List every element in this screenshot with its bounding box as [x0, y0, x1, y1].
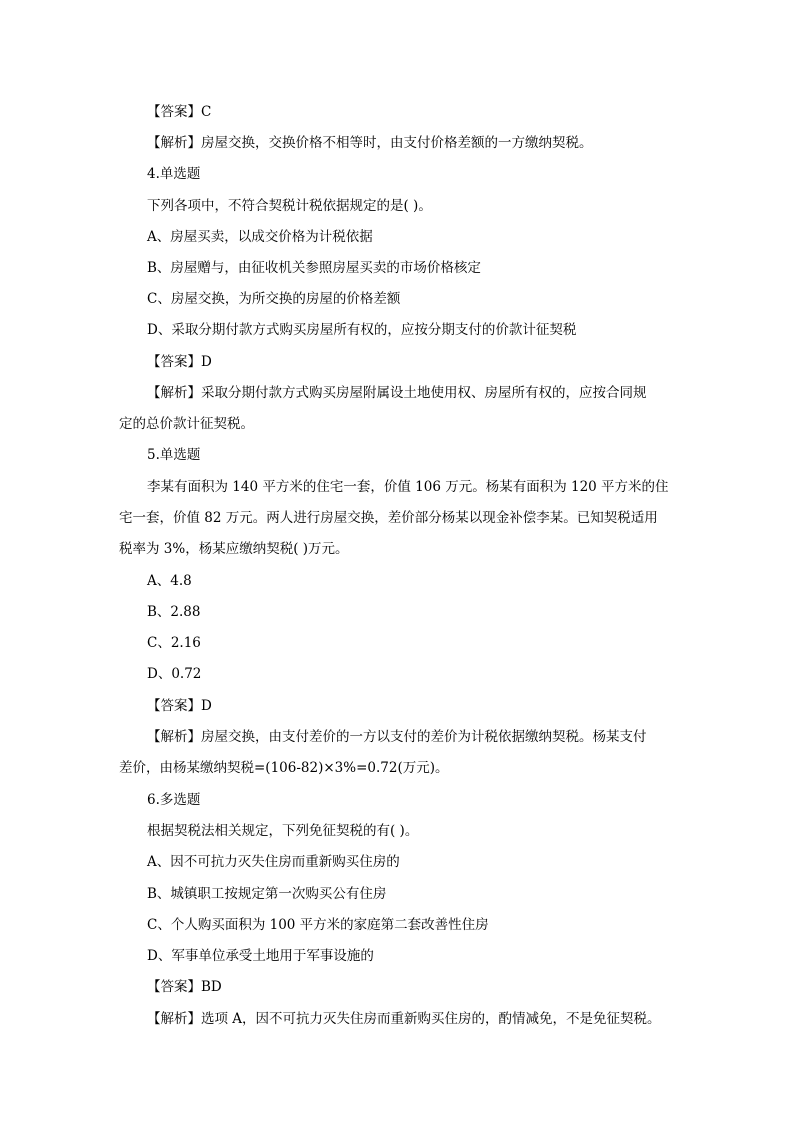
question-stem-continued: 宅一套，价值 82 万元。两人进行房屋交换，差价部分杨某以现金补偿李某。已知契税适用: [119, 510, 658, 526]
answer-line: 【答案】D: [147, 698, 212, 714]
option-a: A、房屋买卖，以成交价格为计税依据: [147, 229, 373, 245]
analysis-line: 【解析】房屋交换，由支付差价的一方以支付的差价为计税依据缴纳契税。杨某支付: [147, 729, 647, 745]
option-c: C、个人购买面积为 100 平方米的家庭第二套改善性住房: [147, 917, 489, 933]
question-stem-continued: 税率为 3%，杨某应缴纳契税( )万元。: [119, 541, 349, 557]
option-c: C、房屋交换，为所交换的房屋的价格差额: [147, 291, 401, 307]
question-type-heading: 5.单选题: [147, 447, 201, 463]
option-b: B、房屋赠与，由征收机关参照房屋买卖的市场价格核定: [147, 260, 481, 276]
question-type-heading: 6.多选题: [147, 792, 201, 808]
option-d: D、军事单位承受土地用于军事设施的: [147, 948, 374, 964]
analysis-line: 【解析】选项 A，因不可抗力灭失住房而重新购买住房的，酌情减免，不是免征契税。: [147, 1011, 661, 1027]
analysis-line: 【解析】采取分期付款方式购买房屋附属设土地使用权、房屋所有权的，应按合同规: [147, 385, 647, 401]
option-c: C、2.16: [147, 635, 201, 651]
analysis-line-continued: 定的总价款计征契税。: [119, 416, 254, 432]
answer-line: 【答案】C: [147, 104, 212, 120]
option-b: B、2.88: [147, 604, 201, 620]
option-d: D、采取分期付款方式购买房屋所有权的，应按分期支付的价款计征契税: [147, 322, 577, 338]
analysis-line: 【解析】房屋交换，交换价格不相等时，由支付价格差额的一方缴纳契税。: [147, 135, 593, 151]
question-stem: 李某有面积为 140 平方米的住宅一套，价值 106 万元。杨某有面积为 120 平方米的住: [147, 479, 669, 495]
option-a: A、因不可抗力灭失住房而重新购买住房的: [147, 854, 400, 870]
answer-line: 【答案】D: [147, 354, 212, 370]
answer-line: 【答案】BD: [147, 979, 222, 995]
option-d: D、0.72: [147, 666, 202, 682]
question-stem: 下列各项中，不符合契税计税依据规定的是( )。: [147, 198, 432, 214]
question-type-heading: 4.单选题: [147, 166, 201, 182]
analysis-line-continued: 差价，由杨某缴纳契税=(106-82)×3%=0.72(万元)。: [119, 760, 449, 776]
question-stem: 根据契税法相关规定，下列免征契税的有( )。: [147, 823, 419, 839]
option-b: B、城镇职工按规定第一次购买公有住房: [147, 886, 387, 902]
option-a: A、4.8: [147, 573, 192, 589]
